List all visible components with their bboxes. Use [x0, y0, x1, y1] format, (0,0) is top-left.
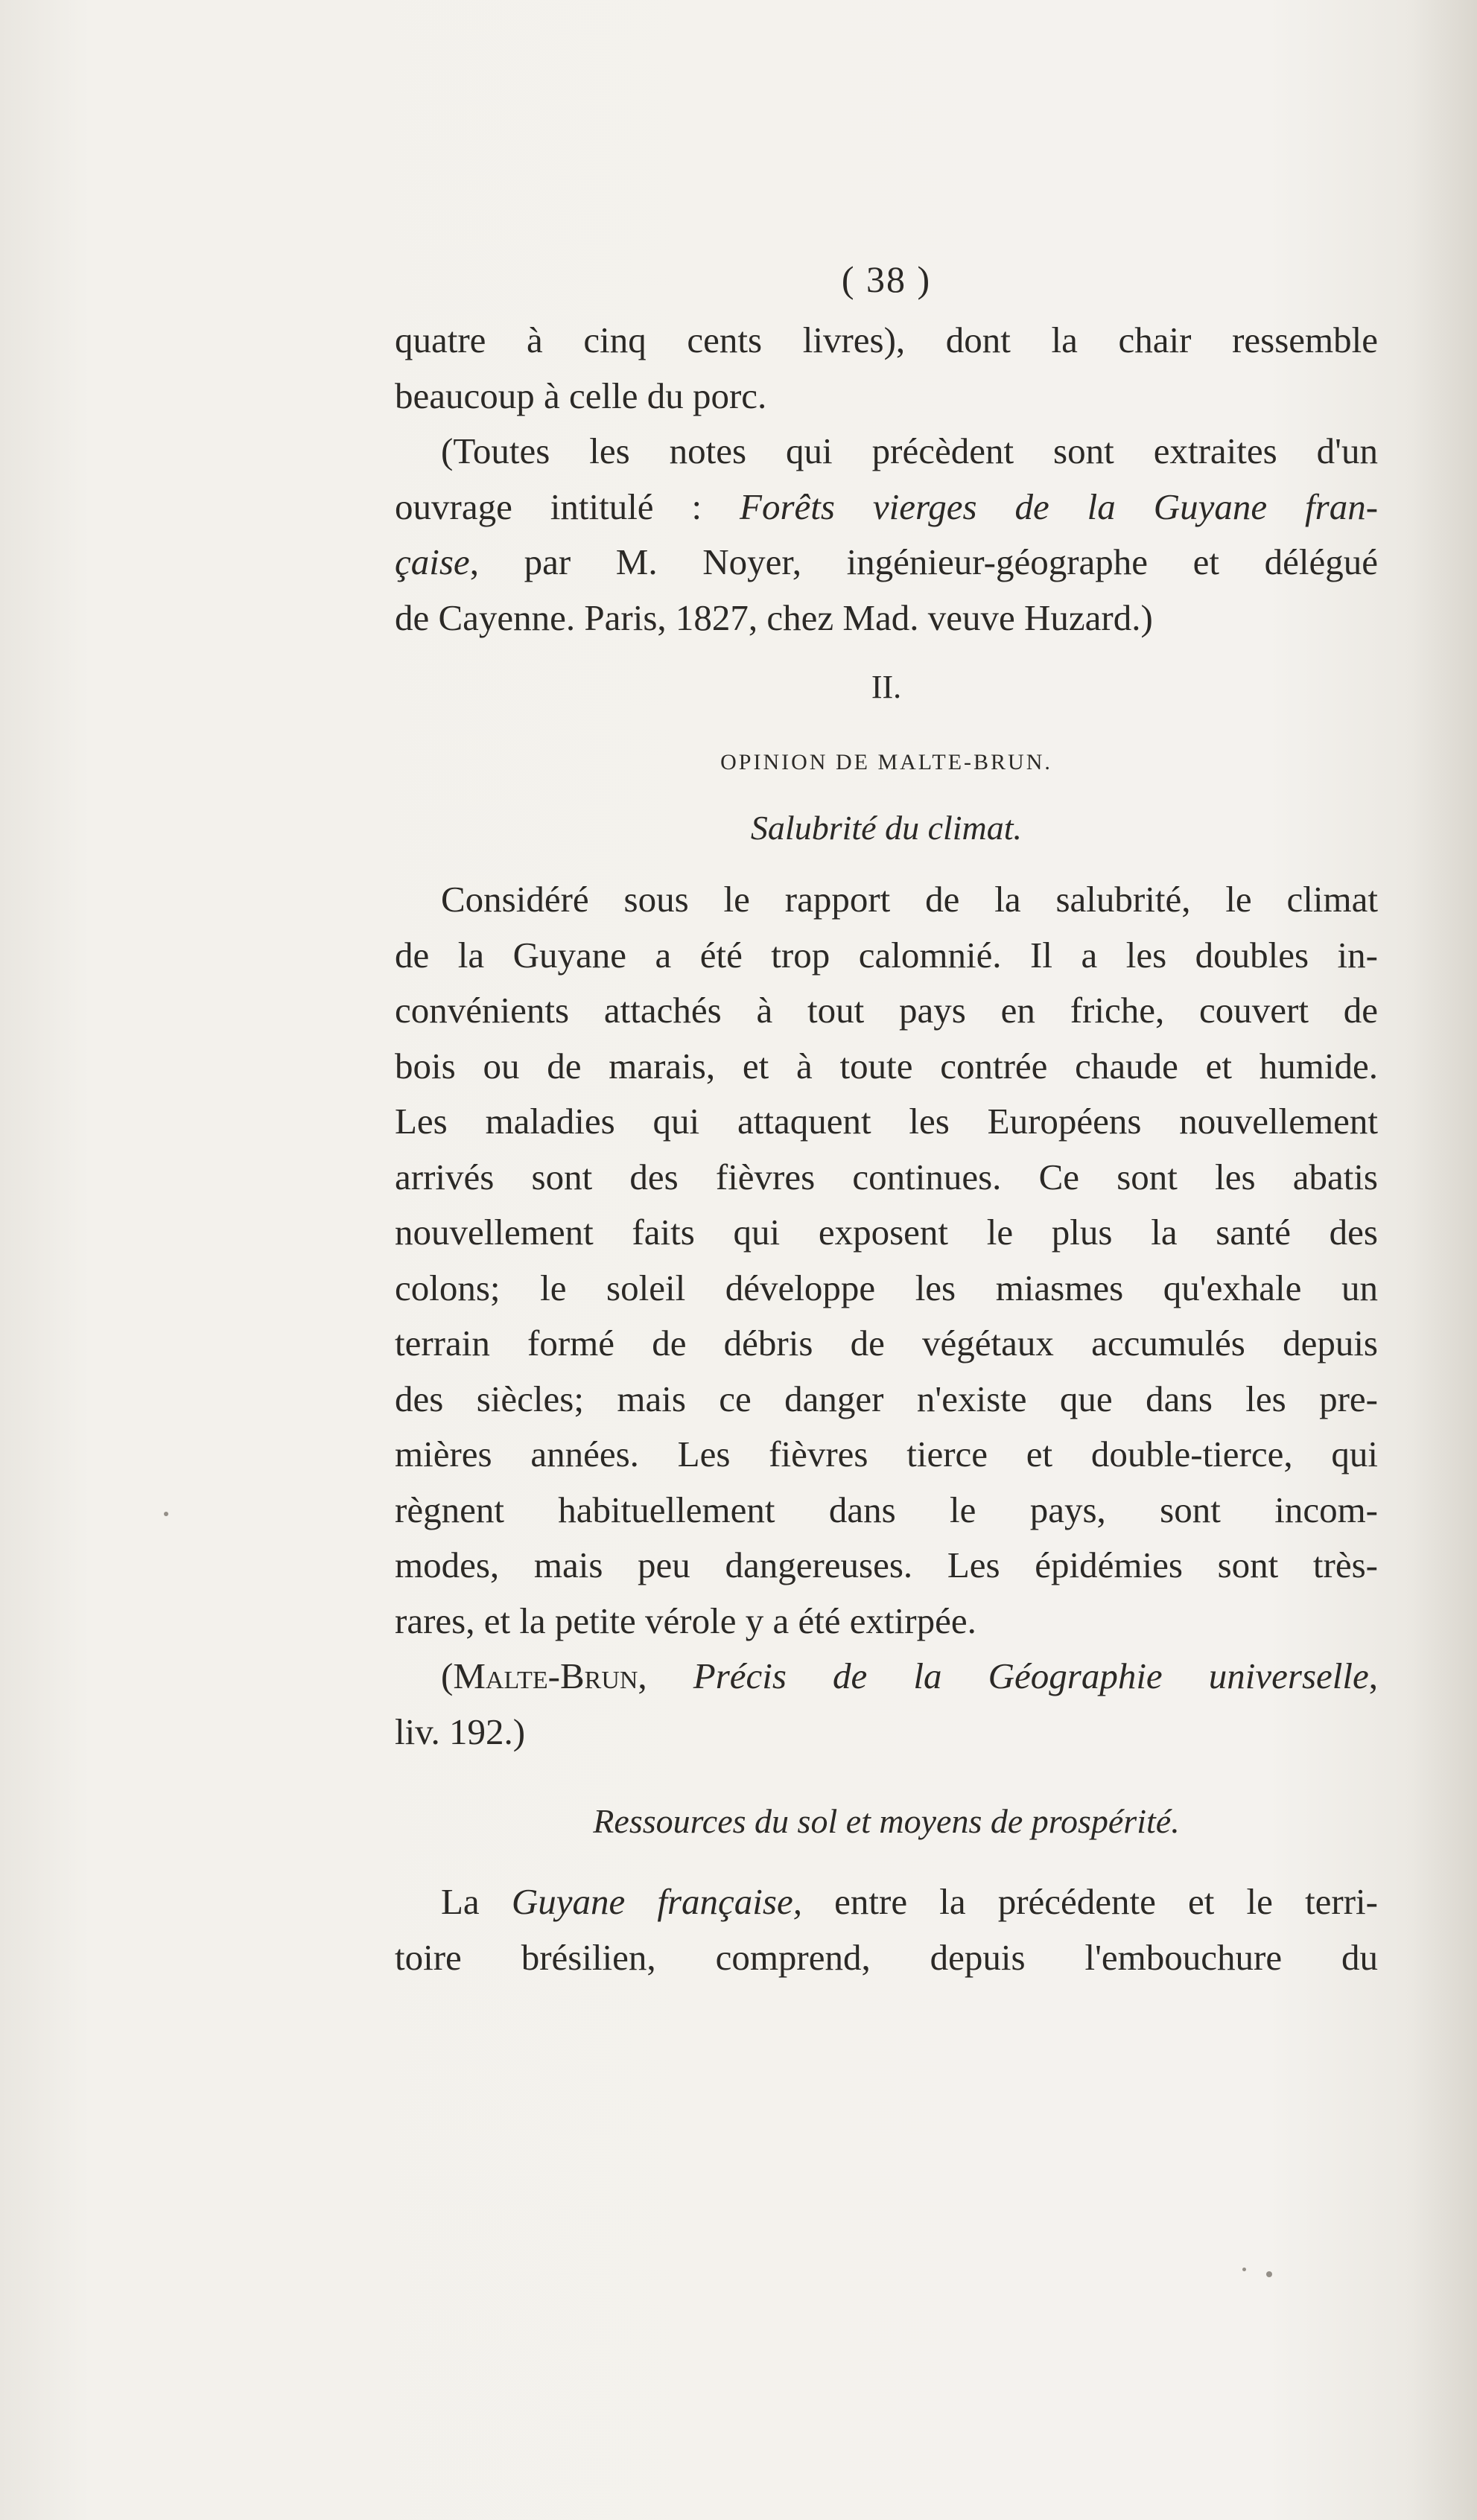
place-name-italic: Guyane française,: [511, 1881, 802, 1922]
paragraph-line: des siècles; mais ce danger n'existe que dans les pre-: [395, 1378, 1378, 1419]
ink-speck: [164, 1512, 168, 1516]
citation-work-title: Précis de la Géographie universelle: [693, 1655, 1369, 1696]
paragraph-line: Les maladies qui attaquent les Européens nouvellement: [395, 1101, 1378, 1142]
note-line: de Cayenne. Paris, 1827, chez Mad. veuve Huzard.): [395, 596, 1153, 638]
paragraph-line: Considéré sous le rapport de la salubrité, le climat: [441, 879, 1378, 920]
paragraph-line: colons; le soleil développe les miasmes qu'exhale un: [395, 1267, 1378, 1308]
section-title: OPINION DE MALTE-BRUN.: [720, 750, 1052, 774]
page-number: ( 38 ): [841, 258, 932, 300]
paragraph-line: terrain formé de débris de végétaux accumulés depuis: [395, 1323, 1378, 1364]
paragraph-line: de la Guyane a été trop calomnié. Il a les doubles in-: [395, 934, 1378, 976]
paragraph-line: toire brésilien, comprend, depuis l'embouchure du: [395, 1936, 1378, 1978]
citation-author: Malte-Brun: [453, 1655, 638, 1696]
ink-speck: [1266, 2271, 1272, 2277]
subheading-climate: Salubrité du climat.: [750, 809, 1023, 847]
citation-separator: ,: [638, 1655, 693, 1696]
paragraph-text: entre la précédente et le terri-: [801, 1881, 1378, 1922]
paragraph-line: mières années. Les fièvres tierce et double-tierce, qui: [395, 1434, 1378, 1474]
note-line: [395, 480, 1378, 535]
paragraph-line: arrivés sont des fièvres continues. Ce sont les abatis: [395, 1156, 1378, 1197]
citation-paren: (: [441, 1655, 454, 1696]
paragraph-line: rares, et la petite vérole y a été extirpée.: [395, 1600, 976, 1641]
paragraph-line: règnent habituellement dans le pays, sont incom-: [395, 1489, 1378, 1530]
paragraph-line: convénients attachés à tout pays en friche, couvert de: [395, 990, 1378, 1031]
text-line: quatre à cinq cents livres), dont la chair ressemble: [395, 319, 1378, 360]
page-text: [395, 246, 1378, 1985]
section-number: II.: [871, 669, 902, 705]
ink-speck: [1242, 2268, 1246, 2271]
note-text: , par M. Noyer, ingénieur-géographe et délégué: [469, 541, 1378, 582]
citation-punct: ,: [1368, 1655, 1378, 1696]
subheading-resources: Ressources du sol et moyens de prospérité.: [593, 1802, 1180, 1840]
paragraph-line: modes, mais peu dangereuses. Les épidémies sont très-: [395, 1544, 1378, 1585]
note-text: ouvrage intitulé :: [395, 486, 740, 527]
paragraph-line: bois ou de marais, et à toute contrée chaude et humide.: [395, 1045, 1378, 1086]
citation-line: [395, 1649, 1378, 1705]
paragraph-text: La: [441, 1881, 512, 1922]
page-edge-shadow: [1410, 0, 1477, 2520]
book-title-italic: Forêts vierges de la Guyane fran-: [740, 486, 1379, 527]
text-line: beaucoup à celle du porc.: [395, 375, 767, 416]
book-title-italic: çaise: [395, 541, 470, 582]
paragraph-line: nouvellement faits qui exposent le plus la santé des: [395, 1212, 1378, 1253]
note-line: (Toutes les notes qui précèdent sont extraites d'un: [441, 430, 1378, 471]
note-line: [395, 535, 1378, 591]
citation-line: liv. 192.): [395, 1711, 526, 1752]
paragraph-line: [395, 1874, 1378, 1930]
